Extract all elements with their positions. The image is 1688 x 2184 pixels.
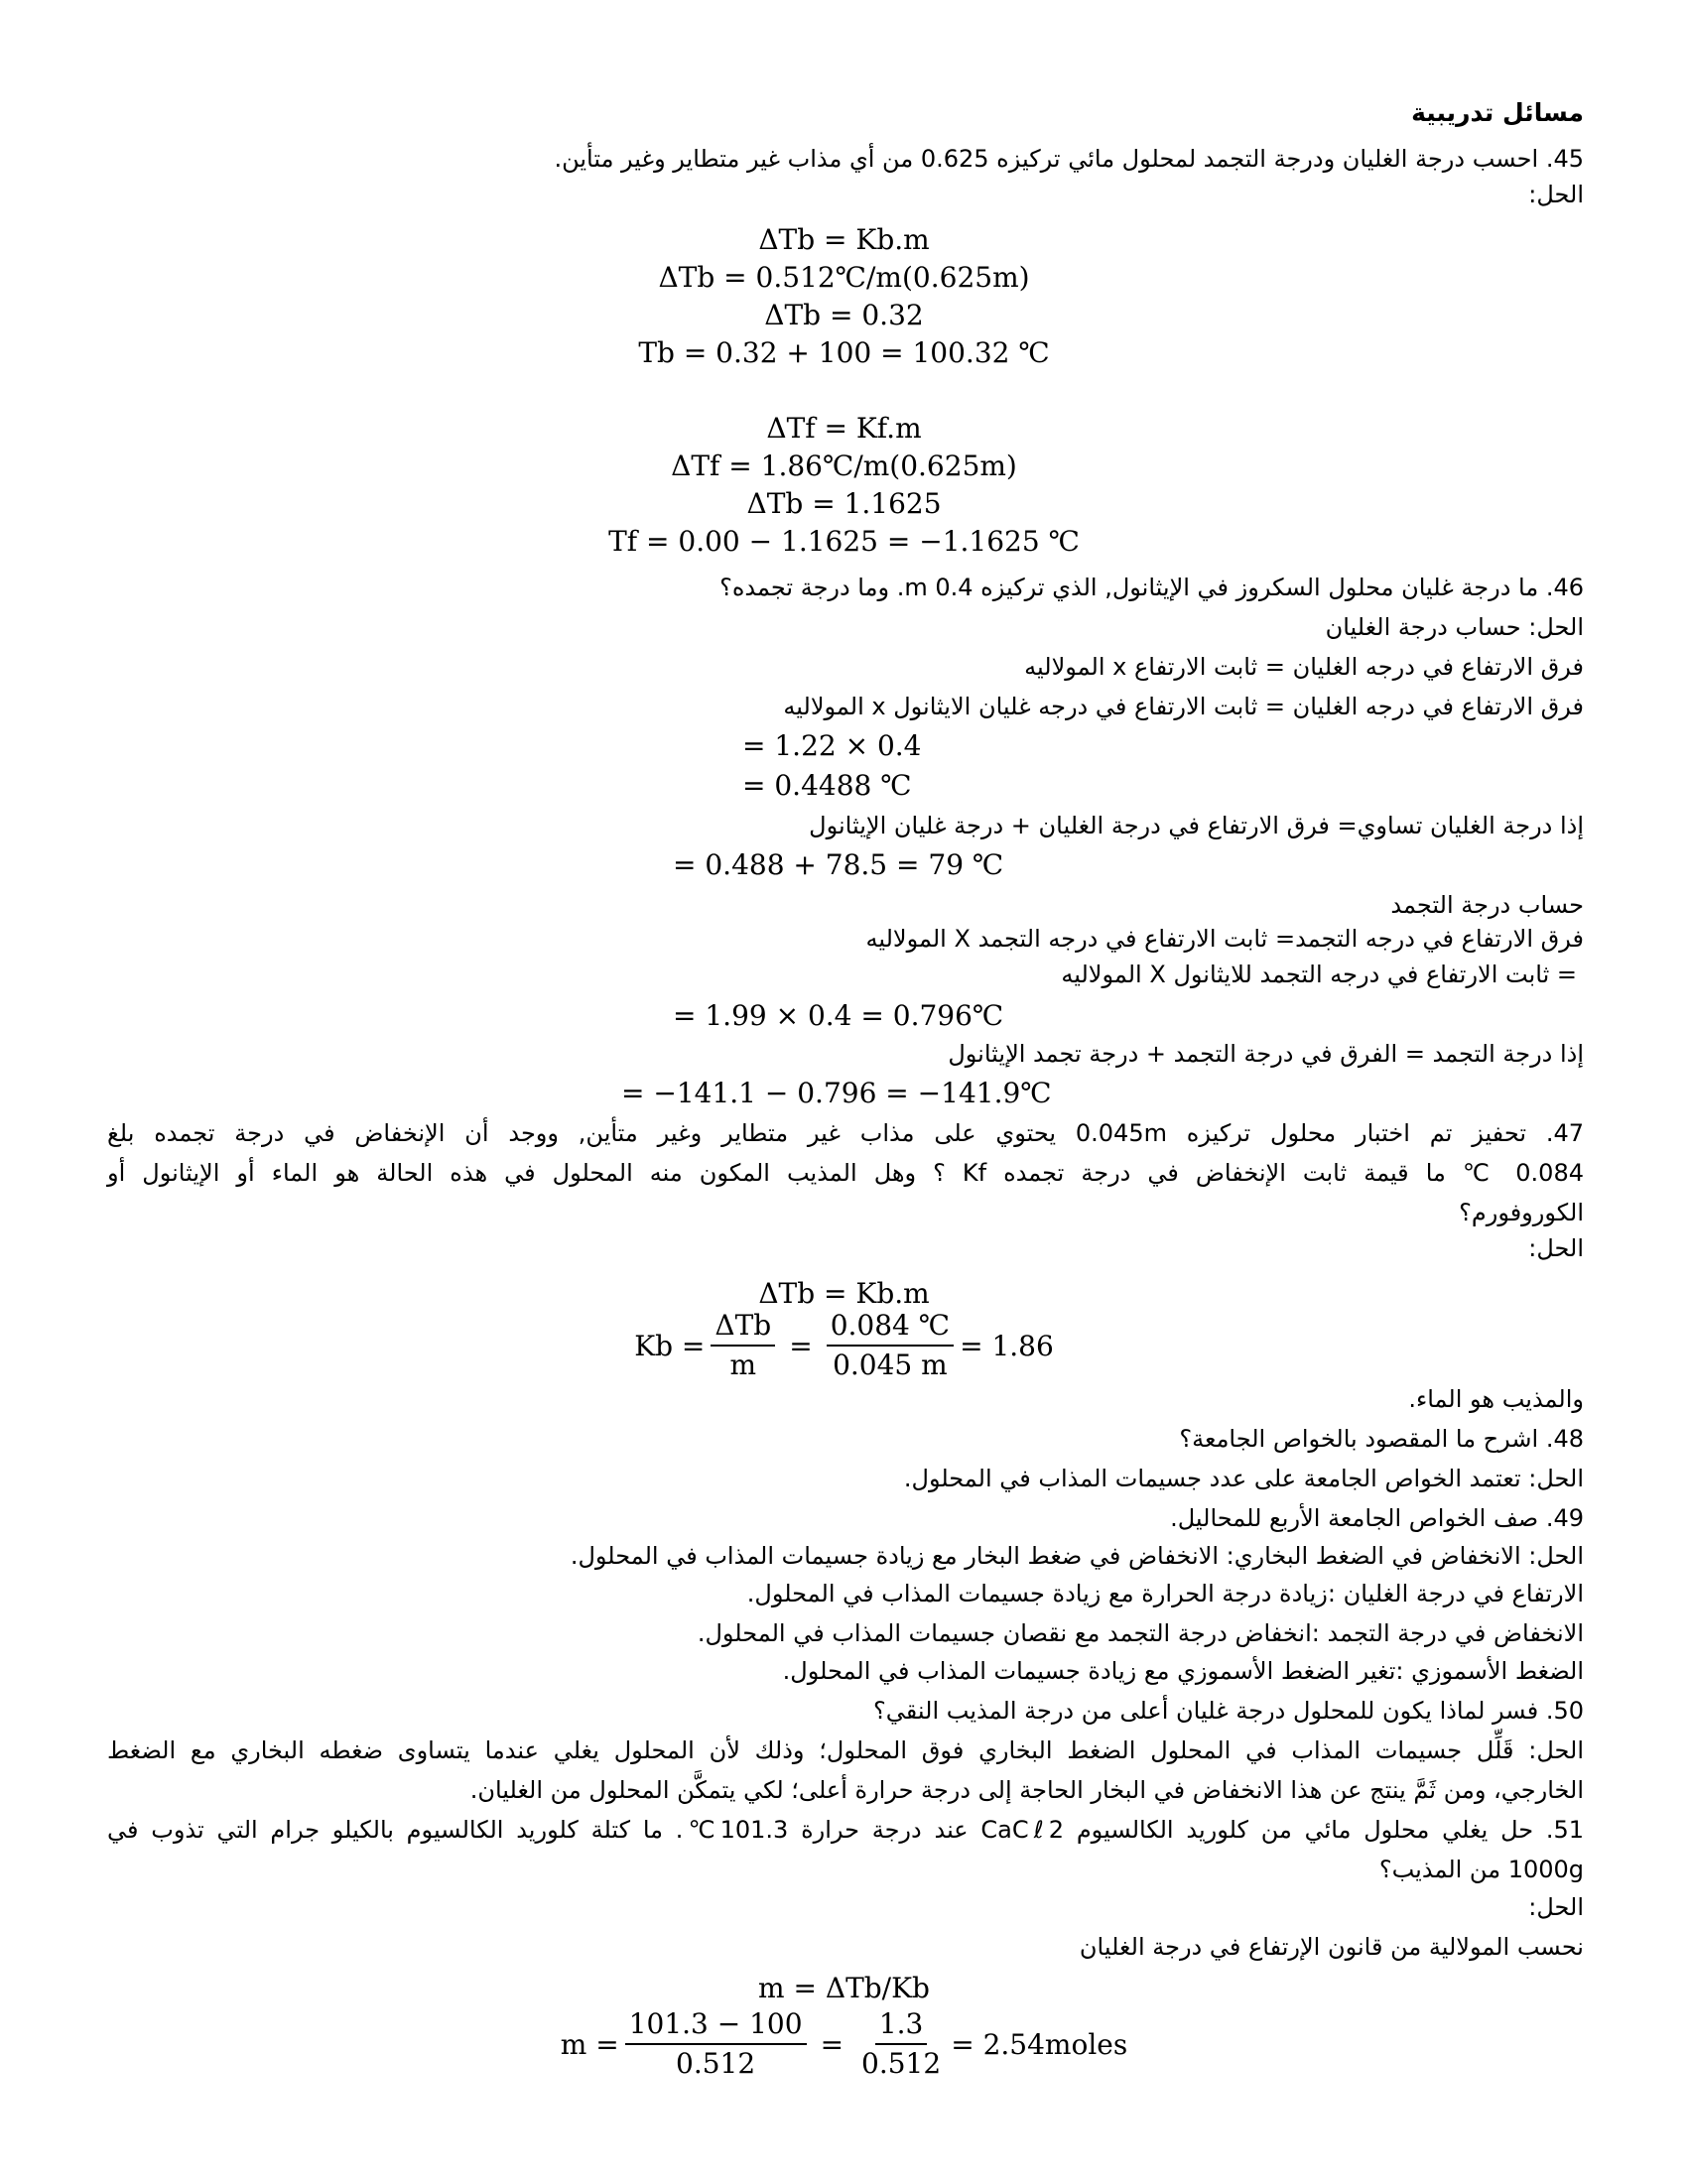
q46-line1: فرق الارتفاع في درجه الغليان = ثابت الارتفاع x المولاليه [1024,653,1584,681]
q51-frac2-num: 1.3 [875,2007,928,2045]
q50-answer-1: الحل: قَلِّل جسيمات المذاب في المحلول الضغط البخاري فوق المحلول؛ وذلك لأن المحلول يغلي عندما يتساوى ضغطه البخاري مع الضغط [107,1736,1584,1764]
q45-eq6: ΔTf = 1.86℃/m(0.625m) [671,450,1017,482]
q47-frac2-den: 0.045 m [833,1349,948,1381]
q46-eq4: = 1.99 × 0.4 = 0.796℃ [673,999,1004,1032]
q46-eq1: = 1.22 × 0.4 [742,729,922,762]
q48-answer: الحل: تعتمد الخواص الجامعة على عدد جسيمات المذاب في المحلول. [903,1465,1584,1492]
q45-eq5: ΔTf = Kf.m [766,412,922,445]
q46-line2: فرق الارتفاع في درجه الغليان = ثابت الارتفاع في درجه غليان الايثانول x المولاليه [783,693,1584,720]
q45-eq7: ΔTb = 1.1625 [746,487,942,520]
q45-eq4: Tb = 0.32 + 100 = 100.32 ℃ [638,336,1050,369]
q46-line6: = ثابت الارتفاع في درجه التجمد للايثانول X المولاليه [1061,961,1577,988]
q46-eq3: = 0.488 + 78.5 = 79 ℃ [673,848,1004,881]
q46-line7: إذا درجة التجمد = الفرق في درجة التجمد + درجة تجمد الإيثانول [948,1040,1584,1068]
q51-frac-lhs: m = [560,2027,619,2061]
q45-eq2: ΔTb = 0.512℃/m(0.625m) [658,261,1030,294]
q49-answer-3: الانخفاض في درجة التجمد :انخفاض درجة التجمد مع نقصان جسيمات المذاب في المحلول. [697,1619,1584,1647]
q47-frac-lhs: Kb = [634,1329,706,1362]
q47-frac1-den: m [729,1349,757,1381]
q46-solution-label: الحل: حساب درجة الغليان [1325,613,1584,641]
q45-question: 45. احسب درجة الغليان ودرجة التجمد لمحلول مائي تركيزه 0.625 من أي مذاب غير متطاير وغير متأين. [554,145,1584,173]
q51-equals-sign: = [820,2027,844,2061]
q47-frac2-num: 0.084 ℃ [827,1309,954,1347]
q51-fraction-equation [0,1996,1688,2092]
q46-question: 46. ما درجة غليان محلول السكروز في الإيثانول, الذي تركيزه 0.4 m. وما درجة تجمده؟ [719,574,1584,601]
q51-fraction-2 [857,2007,945,2081]
q51-line3: نحسب المولالية من قانون الإرتفاع في درجة الغليان [1079,1933,1584,1961]
q47-line1: 47. تحفيز تم اختبار محلول تركيزه 0.045m يحتوي على مذاب غير متطاير وغير متأين, ووجد أن الإنخفاض في درجة تجمده بلغ [107,1119,1585,1147]
q47-fraction-2 [827,1309,954,1382]
q51-frac1-den: 0.512 [676,2047,756,2080]
q49-answer-1: الحل: الانخفاض في الضغط البخاري: الانخفاض في ضغط البخار مع زيادة جسيمات المذاب في المحلول. [570,1542,1584,1570]
q47-equals-sign: = [789,1329,813,1362]
q47-eq1: ΔTb = Kb.m [758,1277,930,1310]
q47-fraction-1 [711,1309,775,1382]
q47-solution-label: الحل: [1528,1234,1584,1262]
q51-fraction-1 [625,2007,807,2081]
q51-frac2-den: 0.512 [861,2047,942,2080]
q47-frac1-num: ΔTb [711,1309,775,1347]
q46-line3: إذا درجة الغليان تساوي= فرق الارتفاع في درجة الغليان + درجة غليان الإيثانول [809,812,1584,839]
q47-frac-result: = 1.86 [960,1329,1054,1362]
q49-answer-2: الارتفاع في درجة الغليان :زيادة درجة الحرارة مع زيادة جسيمات المذاب في المحلول. [746,1580,1584,1607]
q51-line1: 51. حل يغلي محلول مائي من كلوريد الكالسيوم CaCℓ2 عند درجة حرارة 101.3℃. ما كتلة كلوريد الكالسيوم بالكيلو جرام التي تذوب في [107,1816,1585,1844]
q45-eq3: ΔTb = 0.32 [764,299,924,331]
q46-eq5: = −141.1 − 0.796 = −141.9℃ [621,1077,1052,1109]
q49-question: 49. صف الخواص الجامعة الأربع للمحاليل. [1170,1504,1584,1532]
q50-question: 50. فسر لماذا يكون للمحلول درجة غليان أعلى من درجة المذيب النقي؟ [873,1697,1584,1725]
q51-line2: 1000g من المذيب؟ [1378,1856,1584,1883]
q48-question: 48. اشرح ما المقصود بالخواص الجامعة؟ [1179,1425,1584,1453]
q49-answer-4: الضغط الأسموزي :تغير الضغط الأسموزي مع زيادة جسيمات المذاب في المحلول. [782,1657,1584,1685]
q46-eq2: = 0.4488 ℃ [742,769,912,802]
q46-line5: فرق الارتفاع في درجه التجمد= ثابت الارتفاع في درجه التجمد X المولاليه [865,925,1584,953]
q47-line2: 0.084 ℃ ما قيمة ثابت الإنخفاض في درجة تجمده Kf ؟ وهل المذيب المكون منه المحلول في هذه الحالة هو الماء أو الإيثانول أو [107,1159,1584,1187]
q50-answer-2: الخارجي، ومن ثَمَّ ينتج عن هذا الانخفاض في البخار الحاجة إلى درجة حرارة أعلى؛ لكي يتمكَّن المحلول من الغليان. [469,1776,1584,1804]
q45-solution-label: الحل: [1528,181,1584,208]
q51-solution-label: الحل: [1528,1893,1584,1921]
q47-conclusion: والمذيب هو الماء. [1408,1385,1584,1413]
q45-eq8: Tf = 0.00 − 1.1625 = −1.1625 ℃ [608,525,1080,558]
q51-frac1-num: 101.3 − 100 [625,2007,807,2045]
q51-eq1: m = ΔTb/Kb [758,1972,930,2004]
q46-line4: حساب درجة التجمد [1390,891,1584,919]
q45-eq1: ΔTb = Kb.m [758,223,930,256]
q51-frac-result: = 2.54moles [951,2027,1128,2061]
section-title: مسائل تدريبية [1411,98,1584,127]
q47-line3: الكوروفورم؟ [1459,1199,1584,1226]
